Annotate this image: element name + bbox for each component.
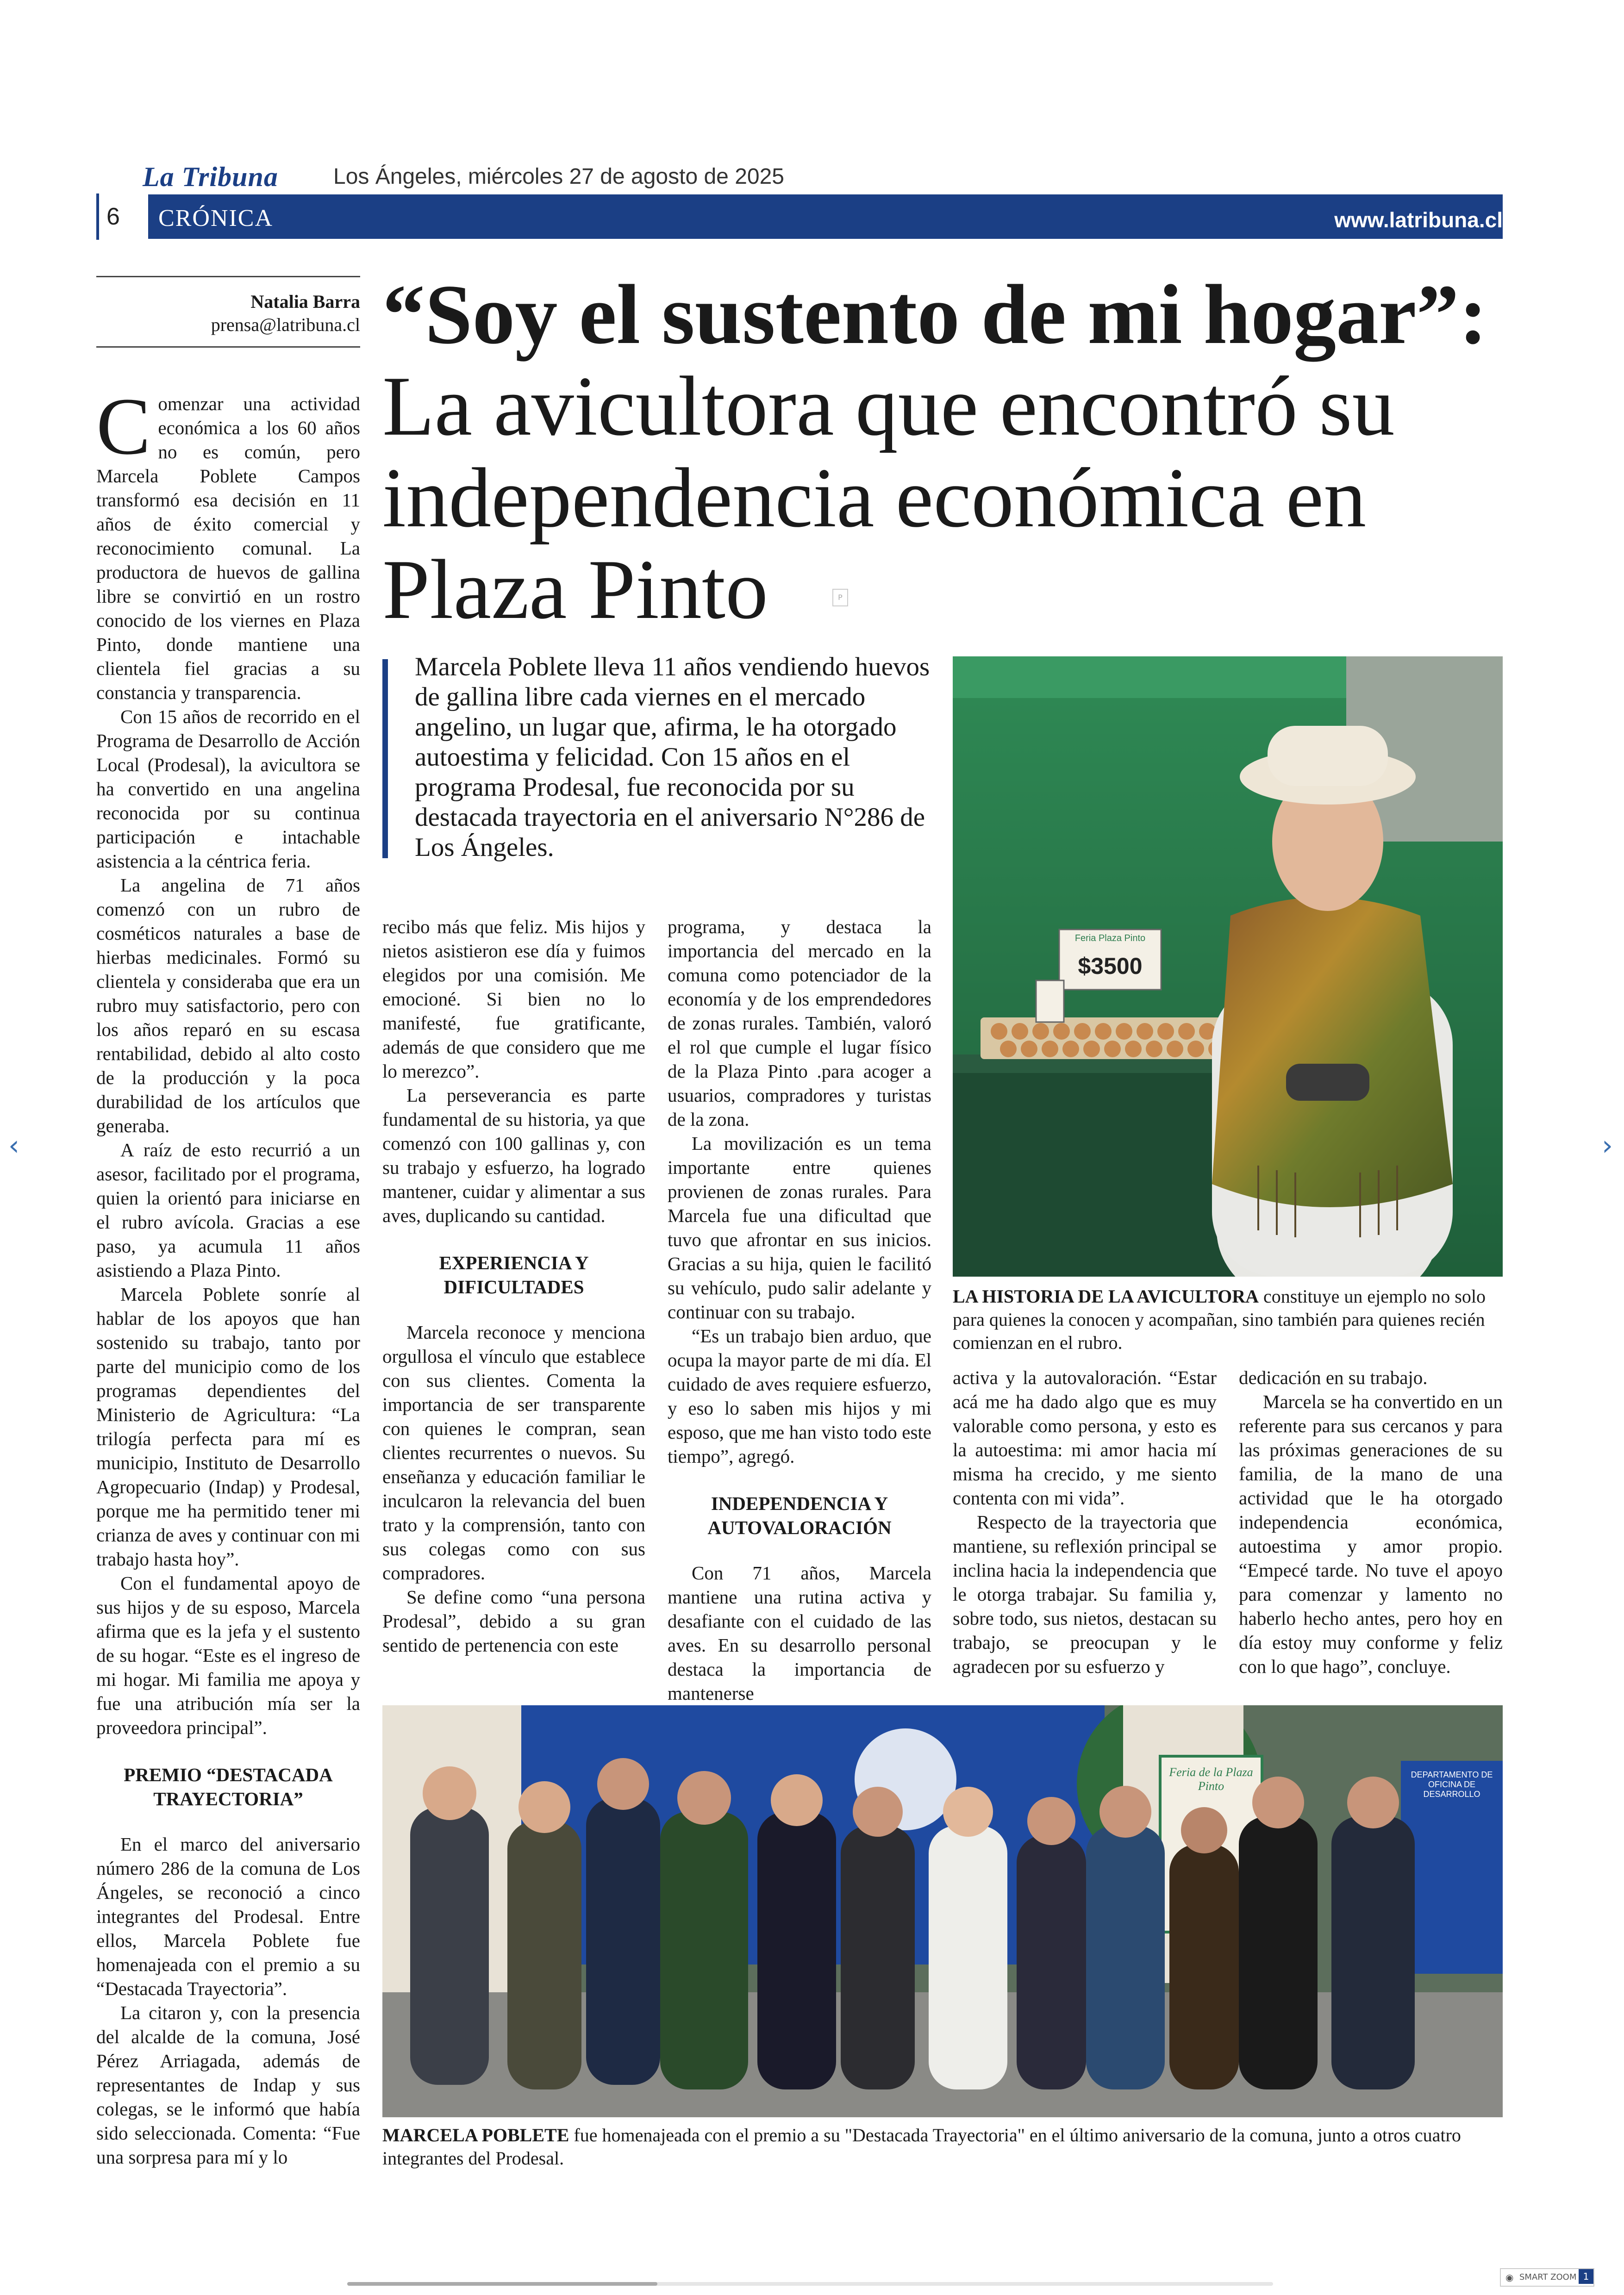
dropcap: C <box>96 381 151 472</box>
eye-icon: ◉ <box>1505 2272 1514 2283</box>
col2-paragraph-2: La perseverancia es parte fundamental de su historia, ya que comenzó con 100 gallinas y, con su trabajo y esfuerzo, ha logrado mantener, cuidar y alimentar a sus aves, duplicando su cantidad. <box>382 1085 645 1226</box>
col1-paragraph-3: La angelina de 71 años comenzó con un rubro de cosméticos naturales a base de hierbas medicinales. Formó su clientela y consideraba que era un rubro muy satisfactorio, pero con los años reparó en su escasa rentabilidad, debido al alto costo de la producción y la poca durabilidad de los artículos que generaba. <box>96 874 360 1136</box>
article-column-1 <box>96 381 360 2169</box>
photo2-caption-text: fue homenajeada con el premio a su "Destacada Trayectoria" en el último aniversario de la comuna, junto a otros cuatro integrantes del Prodesal. <box>382 2125 1461 2169</box>
col5-paragraph-2: Marcela se ha convertido en un referente para sus cercanos y para las próximas generaciones de su familia, de la mano de una actividad que le ha otorgado independencia económica, autoestima y amor propio. “Empecé tarde. No tuve el apoyo para comenzar y lamento no haberlo hecho antes, pero hoy en día estoy muy conforme y feliz con lo que hago”, concluye. <box>1239 1391 1503 1677</box>
masthead-logo: La Tribuna <box>143 162 278 192</box>
col4-paragraph-2: Respecto de la trayectoria que mantiene, su reflexión principal se inclina hacia la independencia que le otorga trabajar. Su familia y, sobre todo, sus nietos, destacan su trabajo, se preocupan y le agradecen por su esfuerzo y <box>953 1511 1217 1677</box>
page-number-rule <box>96 193 99 240</box>
byline-name: Natalia Barra <box>250 291 360 312</box>
article-column-3 <box>668 915 931 1705</box>
photo2-caption <box>382 2124 1503 2170</box>
headline <box>382 268 1521 635</box>
col2-paragraph-4: Se define como “una persona Prodesal”, debido a su gran sentido de pertenencia con este <box>382 1586 645 1656</box>
photo-ceremonia-illustration <box>382 1705 1503 2117</box>
col1-paragraph-1: omenzar una actividad económica a los 60 años no es común, pero Marcela Poblete Campos transformó esa decisión en 11 años de éxito comercial y reconocimiento comunal. La productora de huevos de gallina libre se convirtió en un rostro conocido de los viernes en Plaza Pinto, donde mantiene una clientela fiel gracias a su constancia y transparencia. <box>96 393 360 703</box>
col3-paragraph-2: La movilización es un tema importante entre quienes provienen de zonas rurales. Para Marcela fue una dificultad que tuvo que afrontar en sus inicios. Gracias a su hija, quien le facilitó su vehículo, pudo salir adelante y continuar con su trabajo. <box>668 1133 931 1322</box>
section-label: CRÓNICA <box>158 205 274 231</box>
col3-paragraph-4: Con 71 años, Marcela mantiene una rutina activa y desafiante con el cuidado de las aves. En su desarrollo personal destaca la importancia de mantenerse <box>668 1562 931 1704</box>
smart-zoom-label: SMART ZOOM <box>1519 2272 1577 2282</box>
website-link[interactable]: www.latribuna.cl <box>1334 208 1503 232</box>
prev-page-icon[interactable]: ‹ <box>8 1129 19 1162</box>
zoom-page-indicator[interactable]: 1 <box>1579 2269 1593 2284</box>
col1-paragraph-2: Con 15 años de recorrido en el Programa de Desarrollo de Acción Local (Prodesal), la avicultora se ha convertido en una angelina reconocida por su continua participación e intachable asistencia a la céntrica feria. <box>96 706 360 872</box>
article-column-4 <box>953 1366 1217 1678</box>
lede-paragraph: Marcela Poblete lleva 11 años vendiendo huevos de gallina libre cada viernes en el mercado angelino, un lugar que, afirma, le ha otorgado autoestima y felicidad. Con 15 años en el programa Prodesal, fue reconocida por su destacada trayectoria en el aniversario N°286 de Los Ángeles. <box>415 652 930 862</box>
photo-ceremonia[interactable] <box>382 1705 1503 2117</box>
ad-marker-icon[interactable]: P <box>832 589 848 606</box>
article-column-5 <box>1239 1366 1503 1678</box>
section-bar <box>144 194 1503 239</box>
subhead-premio: PREMIO “DESTACADA TRAYECTORIA” <box>124 1764 333 1809</box>
dateline: Los Ángeles, miércoles 27 de agosto de 2025 <box>333 164 784 189</box>
scrollbar-thumb[interactable] <box>347 2282 657 2286</box>
banner-text: Feria de la Plaza Pinto <box>1169 1765 1253 1793</box>
col1-paragraph-8: La citaron y, con la presencia del alcalde de la comuna, José Pérez Arriagada, además de representantes de Indap y sus colegas, se le informó que había sido seleccionada. Comenta: “Fue una sorpresa para mí y lo <box>96 2002 360 2168</box>
photo2-caption-bold: MARCELA POBLETE <box>382 2125 569 2145</box>
col1-paragraph-5: Marcela Poblete sonríe al hablar de los apoyos que han sostenido su trabajo, tanto por parte del municipio como de los programas dependientes del Ministerio de Agricultura: “La trilogía perfecta para mí es municipio, Instituto de Desarrollo Agropecuario (Indap) y Prodesal, porque me ha permitido tener mi crianza de aves y continuar con mi trabajo hasta hoy”. <box>96 1284 360 1570</box>
page-number: 6 <box>106 203 120 230</box>
col4-paragraph-1: activa y la autovaloración. “Estar acá me ha dado algo que es muy valorable como persona, y esto es la autoestima: mi amor hacia mí misma ha crecido, y me siento contenta con mi vida”. <box>953 1367 1217 1509</box>
subhead-independencia: INDEPENDENCIA Y AUTOVALORACIÓN <box>707 1493 892 1538</box>
photo1-caption-text: constituye un ejemplo no solo para quienes la conocen y acompañan, sino también para quienes recién comienzan en el rubro. <box>953 1286 1486 1353</box>
col3-paragraph-3: “Es un trabajo bien arduo, que ocupa la mayor parte de mi día. El cuidado de aves requiere esfuerzo, y eso lo saben mis hijos y mi esposo, que me han visto todo este tiempo”, agregó. <box>668 1325 931 1467</box>
headline-quote: “Soy el sustento de mi hogar”: <box>382 267 1487 362</box>
headline-rest: La avicultora que encontró su independencia económica en Plaza Pinto <box>382 359 1395 636</box>
right-sign-text: DEPARTAMENTO DE OFICINA DE DESARROLLO <box>1411 1770 1493 1799</box>
col2-paragraph-3: Marcela reconoce y menciona orgullosa el vínculo que establece con sus clientes. Comenta la importancia de ser transparente con quienes le compran, sean clientes recurrentes o nuevos. Su enseñanza y educación familiar le inculcaron la relevancia del buen trato y la comprensión, tanto con sus colegas como con sus compradores. <box>382 1322 645 1584</box>
byline-bottom-rule <box>96 346 360 348</box>
next-page-icon[interactable]: › <box>1602 1129 1613 1162</box>
col5-paragraph-1: dedicación en su trabajo. <box>1239 1367 1428 1388</box>
price-sign: $3500 <box>1078 953 1143 979</box>
col3-paragraph-1: programa, y destaca la importancia del mercado en la comuna como potenciador de la economía y de los emprendedores de zonas rurales. También, valoró el rol que cumple el lugar físico de la Plaza Pinto .para acoger a usuarios, compradores y turistas de la zona. <box>668 916 931 1130</box>
lede-accent-bar <box>382 659 388 858</box>
byline-email: prensa@latribuna.cl <box>211 314 360 335</box>
photo-avicultora[interactable] <box>953 656 1503 1277</box>
col2-paragraph-1: recibo más que feliz. Mis hijos y nietos asistieron ese día y fuimos elegidos por una comisión. Me emocioné. Si bien no lo manifesté, fue gratificante, además de que considero que me lo merezco”. <box>382 916 645 1082</box>
col1-paragraph-6: Con el fundamental apoyo de sus hijos y de su esposo, Marcela afirma que es la jefa y el sustento de su hogar. “Este es el ingreso de mi hogar. Mi familia me apoya y fue una atribución mía ser la proveedora principal”. <box>96 1572 360 1738</box>
stall-sign: Feria Plaza Pinto <box>1074 933 1146 943</box>
col1-paragraph-7: En el marco del aniversario número 286 de la comuna de Los Ángeles, se reconoció a cinco integrantes del Prodesal. Entre ellos, Marcela Poblete fue homenajeada con el premio a su “Destacada Trayectoria”. <box>96 1834 360 1999</box>
col1-paragraph-4: A raíz de esto recurrió a un asesor, facilitado por el programa, quien la orientó para iniciarse en el rubro avícola. Gracias a ese paso, ya acumula 11 años asistiendo a Plaza Pinto. <box>96 1139 360 1281</box>
subhead-experiencia: EXPERIENCIA Y DIFICULTADES <box>439 1252 589 1297</box>
byline-top-rule <box>96 276 360 277</box>
photo-avicultora-illustration <box>953 656 1503 1277</box>
article-column-2 <box>382 915 645 1657</box>
photo1-caption-bold: LA HISTORIA DE LA AVICULTORA <box>953 1286 1259 1307</box>
photo1-caption <box>953 1285 1503 1354</box>
